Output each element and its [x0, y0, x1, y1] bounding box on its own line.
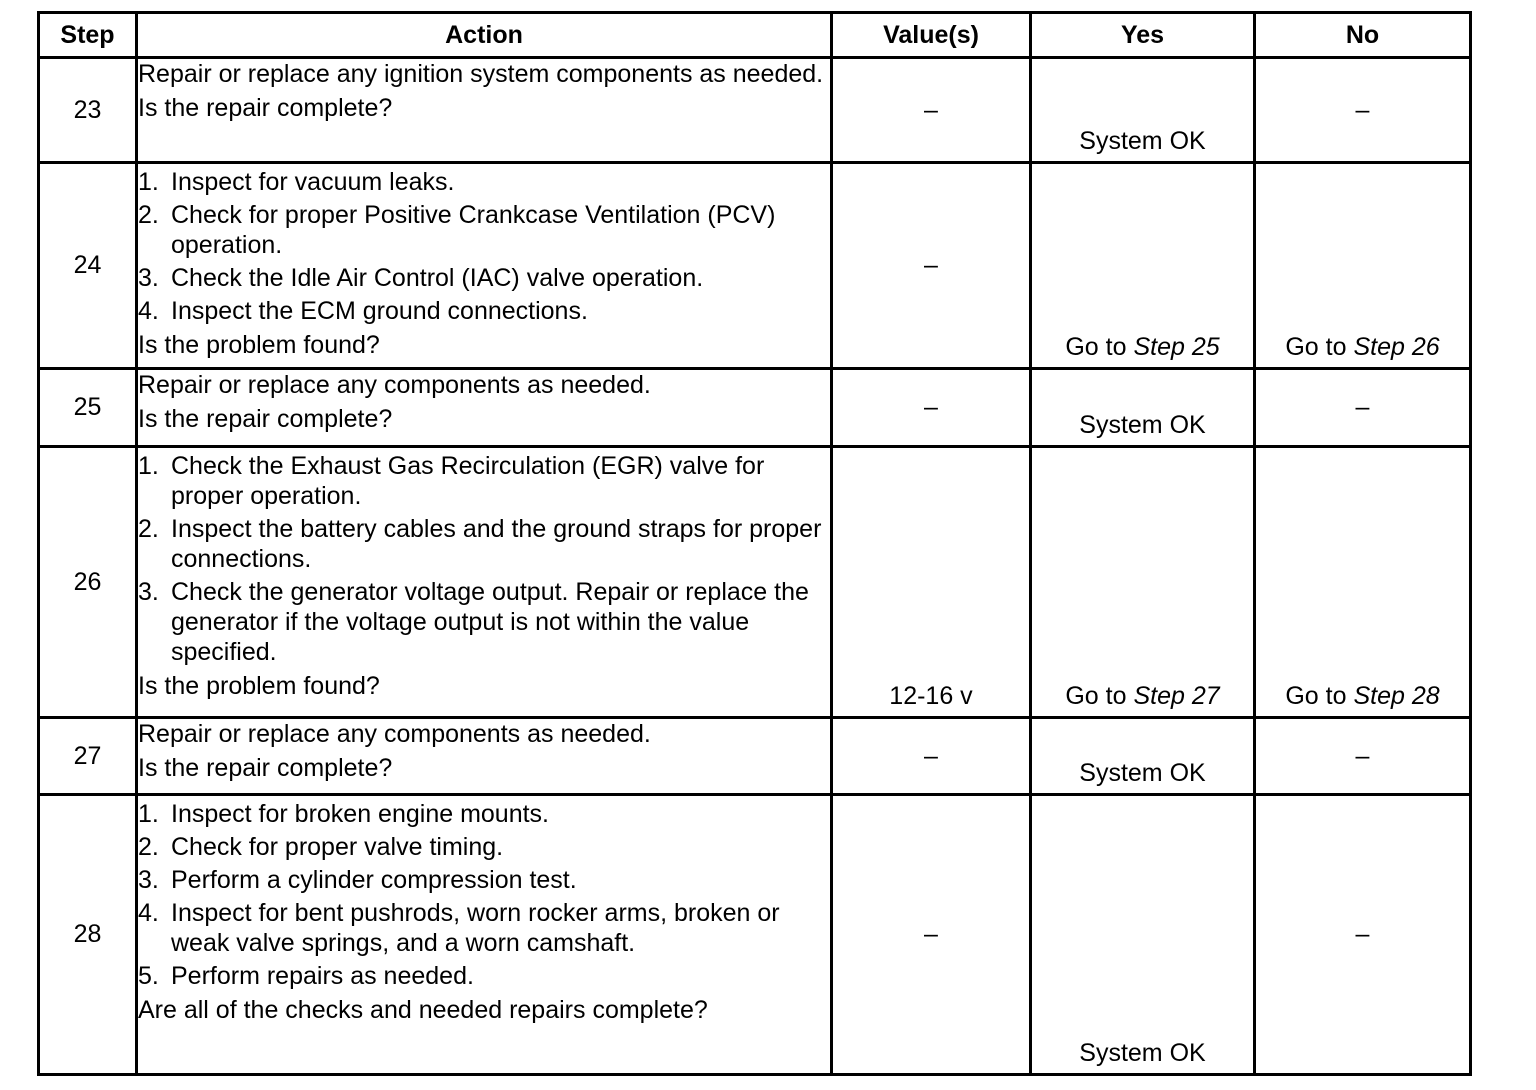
goto-step: Step 26	[1353, 332, 1440, 361]
item-number: 1.	[138, 168, 159, 196]
goto-prefix: Go to	[1285, 681, 1347, 710]
item-number: 2.	[138, 201, 159, 229]
action-item	[138, 296, 830, 326]
item-number: 2.	[138, 833, 159, 861]
item-text: Inspect the ECM ground connections.	[171, 297, 588, 325]
step-number: 25	[39, 369, 137, 447]
item-number: 3.	[138, 578, 159, 606]
item-number: 5.	[138, 962, 159, 990]
table-row-step-24	[39, 163, 1471, 369]
goto-step: Step 27	[1133, 681, 1220, 710]
header-row	[39, 13, 1471, 58]
action-intro: Repair or replace any components as needed.	[138, 720, 651, 748]
action-item	[138, 961, 830, 991]
item-text: Check the Idle Air Control (IAC) valve operation.	[171, 264, 704, 292]
value-cell: –	[832, 795, 1031, 1075]
item-text: Check for proper Positive Crankcase Ventilation (PCV) operation.	[171, 201, 776, 259]
header-step: Step	[39, 13, 137, 58]
table-row-step-28	[39, 795, 1471, 1075]
no-cell: –	[1255, 795, 1471, 1075]
no-cell	[1255, 163, 1471, 369]
header-yes: Yes	[1031, 13, 1255, 58]
table-row-step-23	[39, 58, 1471, 163]
goto-step: Step 28	[1353, 681, 1440, 710]
item-number: 2.	[138, 515, 159, 543]
action-question: Is the repair complete?	[138, 754, 393, 782]
item-number: 4.	[138, 297, 159, 325]
action-item	[138, 865, 830, 895]
yes-result: System OK	[1079, 758, 1206, 787]
table-row-step-25	[39, 369, 1471, 447]
item-text: Perform a cylinder compression test.	[171, 866, 577, 894]
action-item	[138, 577, 830, 667]
action-cell	[137, 795, 832, 1075]
action-question: Is the problem found?	[138, 672, 380, 700]
table-row-step-27	[39, 718, 1471, 795]
yes-cell	[1031, 369, 1255, 447]
item-text: Inspect the battery cables and the ground straps for proper connections.	[171, 515, 822, 573]
yes-result: System OK	[1079, 126, 1206, 155]
item-text: Inspect for vacuum leaks.	[171, 168, 455, 196]
value-spec: 12-16 v	[889, 681, 973, 710]
item-text: Check for proper valve timing.	[171, 833, 504, 861]
item-number: 1.	[138, 800, 159, 828]
yes-cell	[1031, 718, 1255, 795]
action-item	[138, 451, 830, 511]
value-cell: –	[832, 58, 1031, 163]
action-question: Are all of the checks and needed repairs complete?	[138, 996, 708, 1024]
action-cell	[137, 163, 832, 369]
value-cell: –	[832, 718, 1031, 795]
goto-prefix: Go to	[1065, 332, 1127, 361]
no-cell: –	[1255, 58, 1471, 163]
no-cell: –	[1255, 369, 1471, 447]
step-number: 26	[39, 447, 137, 718]
goto-step: Step 25	[1133, 332, 1220, 361]
item-text: Perform repairs as needed.	[171, 962, 474, 990]
action-cell	[137, 58, 832, 163]
item-number: 4.	[138, 899, 159, 927]
yes-result: System OK	[1079, 410, 1206, 439]
action-cell	[137, 369, 832, 447]
item-number: 3.	[138, 866, 159, 894]
action-question: Is the problem found?	[138, 331, 380, 359]
action-cell	[137, 718, 832, 795]
value-cell: –	[832, 369, 1031, 447]
step-number: 28	[39, 795, 137, 1075]
action-item	[138, 167, 830, 197]
action-cell	[137, 447, 832, 718]
action-item	[138, 200, 830, 260]
value-cell	[832, 447, 1031, 718]
action-item	[138, 832, 830, 862]
yes-cell	[1031, 447, 1255, 718]
header-action: Action	[137, 13, 832, 58]
yes-cell	[1031, 58, 1255, 163]
action-intro: Repair or replace any components as needed.	[138, 371, 651, 399]
action-item	[138, 514, 830, 574]
action-item	[138, 898, 830, 958]
header-values: Value(s)	[832, 13, 1031, 58]
no-result	[1256, 333, 1469, 362]
yes-result: System OK	[1079, 1038, 1206, 1067]
action-intro: Repair or replace any ignition system components as needed.	[138, 60, 824, 88]
yes-cell	[1031, 795, 1255, 1075]
action-question: Is the repair complete?	[138, 405, 393, 433]
no-cell: –	[1255, 718, 1471, 795]
no-cell	[1255, 447, 1471, 718]
item-number: 3.	[138, 264, 159, 292]
item-text: Inspect for broken engine mounts.	[171, 800, 550, 828]
step-number: 27	[39, 718, 137, 795]
item-text: Check the generator voltage output. Repair or replace the generator if the voltage output is not within the value specified.	[171, 578, 809, 666]
action-question: Is the repair complete?	[138, 94, 393, 122]
goto-prefix: Go to	[1065, 681, 1127, 710]
yes-result	[1032, 333, 1253, 362]
item-text: Check the Exhaust Gas Recirculation (EGR) valve for proper operation.	[171, 452, 765, 510]
no-result	[1256, 682, 1469, 711]
step-number: 23	[39, 58, 137, 163]
item-number: 1.	[138, 452, 159, 480]
header-no: No	[1255, 13, 1471, 58]
action-item	[138, 263, 830, 293]
step-number: 24	[39, 163, 137, 369]
goto-prefix: Go to	[1285, 332, 1347, 361]
action-item	[138, 799, 830, 829]
item-text: Inspect for bent pushrods, worn rocker arms, broken or weak valve springs, and a worn camshaft.	[171, 899, 780, 957]
yes-result	[1032, 682, 1253, 711]
table-row-step-26	[39, 447, 1471, 718]
value-cell: –	[832, 163, 1031, 369]
diagnostic-table	[37, 11, 1472, 1076]
yes-cell	[1031, 163, 1255, 369]
